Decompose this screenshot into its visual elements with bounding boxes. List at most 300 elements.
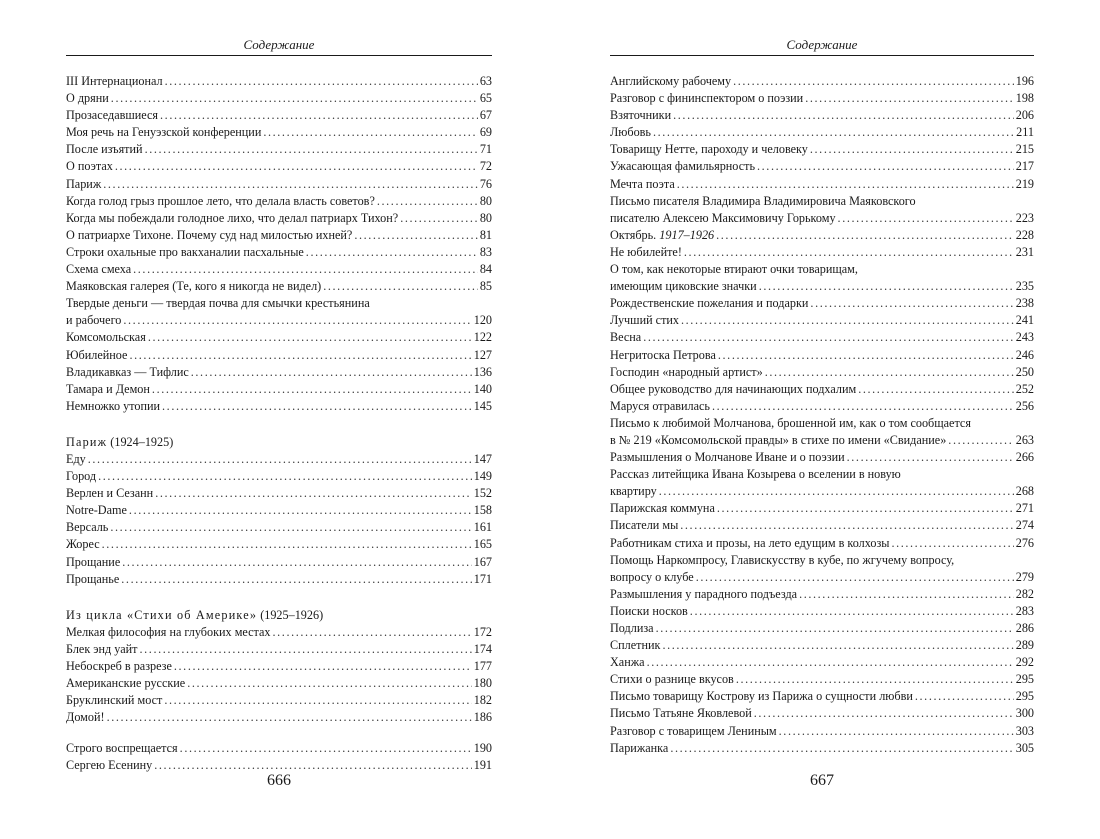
dot-leader <box>98 468 472 485</box>
toc-entry[interactable] <box>66 347 492 364</box>
entry-title: Поиски носков <box>610 603 688 618</box>
entry-page-number: 158 <box>473 503 492 518</box>
entry-title: Париж <box>66 176 102 191</box>
entry-page-number: 84 <box>479 262 492 277</box>
dot-leader <box>718 347 1014 364</box>
toc-entry[interactable] <box>66 485 492 502</box>
running-head: Содержание <box>243 37 315 52</box>
toc-entry[interactable] <box>610 141 1034 158</box>
toc-entry[interactable] <box>610 517 1034 534</box>
dot-leader <box>129 502 472 519</box>
entry-title: Строго воспрещается <box>66 741 178 756</box>
dot-leader <box>799 586 1014 603</box>
dot-leader <box>121 571 471 588</box>
entry-title: Мечта поэта <box>610 176 675 191</box>
toc-entry[interactable] <box>66 502 492 519</box>
dot-leader <box>148 329 472 346</box>
entry-title: После изъятий <box>66 142 143 157</box>
dot-leader <box>716 227 1014 244</box>
dot-leader <box>155 485 472 502</box>
section-heading <box>66 607 492 624</box>
entry-page-number: 268 <box>1015 484 1034 499</box>
entry-page-number: 289 <box>1015 638 1034 653</box>
dot-leader <box>123 312 471 329</box>
dot-leader <box>684 244 1014 261</box>
dot-leader <box>647 654 1014 671</box>
entry-page-number: 271 <box>1015 501 1034 516</box>
section-gap <box>66 415 492 434</box>
entry-title: О дряни <box>66 91 109 106</box>
entry-title-continued: вопросу о клубе <box>610 569 694 584</box>
entry-title: Взяточники <box>610 108 672 123</box>
toc-entry[interactable] <box>66 210 492 227</box>
dot-leader <box>696 569 1014 586</box>
toc-entry[interactable] <box>610 244 1034 261</box>
entry-title: Прощание <box>66 554 121 569</box>
page-number: 667 <box>810 772 834 789</box>
entry-title: Сергею Есенину <box>66 758 153 773</box>
section-heading-title: Париж <box>66 434 108 449</box>
section-gap <box>66 588 492 607</box>
entry-title: Маяковская галерея (Те, кого я никогда не видел) <box>66 279 322 294</box>
toc-entry[interactable] <box>610 449 1034 466</box>
toc-entry[interactable] <box>610 723 1034 740</box>
dot-leader <box>187 675 472 692</box>
dot-leader <box>810 141 1014 158</box>
toc-entry[interactable] <box>66 692 492 709</box>
entry-title-continued: писателю Алексею Максимовичу Горькому <box>610 210 836 225</box>
dot-leader <box>377 193 478 210</box>
entry-page-number: 120 <box>473 313 492 328</box>
entry-page-number: 231 <box>1015 244 1034 259</box>
entry-title: Весна <box>610 330 642 345</box>
dot-leader <box>653 124 1014 141</box>
toc-entry[interactable] <box>66 227 492 244</box>
entry-page-number: 215 <box>1015 142 1034 157</box>
dot-leader <box>765 364 1014 381</box>
toc-entry[interactable] <box>66 451 492 468</box>
toc-entry[interactable] <box>66 158 492 175</box>
entry-page-number: 219 <box>1015 176 1034 191</box>
toc-entry[interactable] <box>610 705 1034 722</box>
toc-entry[interactable] <box>610 500 1034 517</box>
entry-title: Парижанка <box>610 740 669 755</box>
toc-entry[interactable] <box>66 278 492 295</box>
dot-leader <box>858 381 1014 398</box>
running-head: Содержание <box>786 37 858 52</box>
entry-page-number: 72 <box>479 159 492 174</box>
dot-leader <box>323 278 478 295</box>
entry-page-number: 80 <box>479 210 492 225</box>
toc-entry[interactable] <box>610 466 1034 500</box>
entry-page-number: 71 <box>479 142 492 157</box>
dot-leader <box>122 554 471 571</box>
entry-title: Помощь Наркомпросу, Главискусству в кубе, по жгучему вопросу, <box>610 552 955 567</box>
entry-page-number: 161 <box>473 520 492 535</box>
entry-title: О поэтах <box>66 159 113 174</box>
entry-page-number: 180 <box>473 676 492 691</box>
entry-title: Юбилейное <box>66 347 128 362</box>
dot-leader <box>757 158 1014 175</box>
dot-leader <box>306 244 478 261</box>
entry-title: Товарищу Нетте, пароходу и человеку <box>610 142 808 157</box>
entry-page-number: 266 <box>1015 450 1034 465</box>
entry-page-number: 223 <box>1015 210 1034 225</box>
toc-entry[interactable] <box>610 603 1034 620</box>
entry-title: Домой! <box>66 710 105 725</box>
toc-entry[interactable] <box>66 90 492 107</box>
entry-title: Стихи о разнице вкусов <box>610 672 734 687</box>
toc-entry[interactable] <box>66 519 492 536</box>
entry-page-number: 149 <box>473 469 492 484</box>
entry-title: Работникам стиха и прозы, на лето едущим в колхозы <box>610 535 890 550</box>
entry-page-number: 69 <box>479 125 492 140</box>
dot-leader <box>133 261 478 278</box>
entry-page-number: 145 <box>473 398 492 413</box>
dot-leader <box>759 278 1014 295</box>
entry-page-number: 292 <box>1015 655 1034 670</box>
entry-title: Рождественские пожелания и подарки <box>610 296 809 311</box>
toc-entry[interactable] <box>610 124 1034 141</box>
toc-entry[interactable] <box>610 415 1034 449</box>
dot-leader <box>162 398 472 415</box>
entry-title: Ханжа <box>610 655 645 670</box>
entry-page-number: 246 <box>1015 347 1034 362</box>
dot-leader <box>838 210 1014 227</box>
entry-page-number: 198 <box>1015 91 1034 106</box>
toc-entry[interactable] <box>66 364 492 381</box>
entry-title: О том, как некоторые втирают очки товарищам, <box>610 262 858 277</box>
toc-entry[interactable] <box>66 193 492 210</box>
entry-page-number: 303 <box>1015 723 1034 738</box>
toc-entry[interactable] <box>66 261 492 278</box>
entry-page-number: 243 <box>1015 330 1034 345</box>
entry-page-number: 276 <box>1015 535 1034 550</box>
dot-leader <box>174 658 472 675</box>
entry-page-number: 182 <box>473 693 492 708</box>
entry-page-number: 152 <box>473 486 492 501</box>
dot-leader <box>754 705 1014 722</box>
dot-leader <box>643 329 1014 346</box>
entry-title: Письмо к любимой Молчанова, брошенной им, как о том сообщается <box>610 415 971 430</box>
entry-page-number: 165 <box>473 537 492 552</box>
entry-page-number: 172 <box>473 624 492 639</box>
entry-page-number: 250 <box>1015 364 1034 379</box>
entry-page-number: 295 <box>1015 672 1034 687</box>
dot-leader <box>733 73 1014 90</box>
dot-leader <box>129 347 471 364</box>
entry-page-number: 196 <box>1015 74 1034 88</box>
toc-entry[interactable] <box>610 620 1034 637</box>
entry-title: Бруклинский мост <box>66 693 163 708</box>
entry-page-number: 83 <box>479 244 492 259</box>
toc-entry[interactable] <box>66 124 492 141</box>
entry-page-number: 80 <box>479 193 492 208</box>
entry-title: Общее руководство для начинающих подхалим <box>610 381 857 396</box>
entry-title: Еду <box>66 451 86 466</box>
toc-entry[interactable] <box>66 658 492 675</box>
entry-title: Немножко утопии <box>66 398 161 413</box>
toc-entry[interactable] <box>610 688 1034 705</box>
toc-entry[interactable] <box>66 381 492 398</box>
toc-entry[interactable] <box>610 176 1034 193</box>
entry-title: Разговор с товарищем Лениным <box>610 723 777 738</box>
entry-page-number: 140 <box>473 381 492 396</box>
toc-entry[interactable] <box>610 637 1034 654</box>
entry-title: Верлен и Сезанн <box>66 486 154 501</box>
entry-page-number: 252 <box>1015 381 1034 396</box>
entry-page-number: 67 <box>479 108 492 123</box>
toc-list <box>610 73 1034 757</box>
dot-leader <box>810 295 1013 312</box>
dot-leader <box>677 176 1014 193</box>
entry-page-number: 81 <box>479 227 492 242</box>
dot-leader <box>110 519 471 536</box>
dot-leader <box>400 210 478 227</box>
entry-title: Блек энд уайт <box>66 641 138 656</box>
entry-title: Строки охальные про вакханалии пасхальные <box>66 244 304 259</box>
toc-entry[interactable] <box>610 261 1034 295</box>
toc-entry[interactable] <box>66 709 492 726</box>
entry-title: Письмо писателя Владимира Владимировича Маяковского <box>610 193 916 208</box>
entry-page-number: 282 <box>1015 586 1034 601</box>
entry-page-number: 190 <box>473 741 492 756</box>
toc-entry[interactable] <box>610 158 1034 175</box>
toc-entry[interactable] <box>66 641 492 658</box>
toc-entry[interactable] <box>66 554 492 571</box>
toc-entry[interactable] <box>610 347 1034 364</box>
toc-entry[interactable] <box>66 675 492 692</box>
toc-entry[interactable] <box>610 193 1034 227</box>
dot-leader <box>111 90 478 107</box>
toc-entry[interactable] <box>610 586 1034 603</box>
header-rule <box>66 55 492 56</box>
dot-leader <box>948 432 1013 449</box>
entry-title: Подлиза <box>610 621 654 635</box>
entry-page-number: 191 <box>473 758 492 773</box>
toc-entry[interactable] <box>610 312 1034 329</box>
dot-leader <box>140 641 472 658</box>
dot-leader <box>145 141 478 158</box>
section-heading-years: (1924–1925) <box>107 434 174 449</box>
entry-page-number: 174 <box>473 641 492 656</box>
toc-entry[interactable] <box>610 73 1034 90</box>
dot-leader <box>107 709 472 726</box>
dot-leader <box>891 535 1013 552</box>
dot-leader <box>152 381 472 398</box>
toc-entry[interactable] <box>66 468 492 485</box>
dot-leader <box>670 740 1013 757</box>
entry-title: Мелкая философия на глубоких местах <box>66 624 271 639</box>
entry-title: Писатели мы <box>610 518 679 533</box>
toc-entry[interactable] <box>610 381 1034 398</box>
dot-leader <box>915 688 1014 705</box>
entry-title: Американские русские <box>66 676 186 691</box>
toc-entry[interactable] <box>66 295 492 329</box>
dot-leader <box>180 740 472 757</box>
dot-leader <box>165 73 478 90</box>
entry-title: Моя речь на Генуэзской конференции <box>66 125 262 140</box>
entry-title: Размышления о Молчанове Иване и о поэзии <box>610 450 845 465</box>
dot-leader <box>115 158 478 175</box>
entry-title-continued: в № 219 «Комсомольской правды» в стихе по имени «Свидание» <box>610 432 947 447</box>
entry-title: Версаль <box>66 520 109 535</box>
toc-entry[interactable] <box>66 73 492 90</box>
dot-leader <box>164 692 471 709</box>
toc-entry[interactable] <box>66 141 492 158</box>
entry-page-number: 76 <box>479 176 492 191</box>
entry-page-number: 171 <box>473 571 492 586</box>
entry-page-number: 167 <box>473 554 492 569</box>
entry-page-number: 235 <box>1015 279 1034 294</box>
dot-leader <box>847 449 1014 466</box>
entry-title-continued: имеющим циковские значки <box>610 279 757 294</box>
entry-page-number: 65 <box>479 91 492 106</box>
toc-entry[interactable] <box>66 536 492 553</box>
entry-page-number: 85 <box>479 279 492 294</box>
toc-list <box>66 73 492 775</box>
toc-entry[interactable] <box>610 552 1034 586</box>
entry-title: Тамара и Демон <box>66 381 150 396</box>
entry-title: Негритоска Петрова <box>610 347 716 362</box>
toc-entry[interactable] <box>610 227 1034 244</box>
entry-page-number: 147 <box>473 451 492 466</box>
toc-entry[interactable] <box>66 176 492 193</box>
entry-title: Небоскреб в разрезе <box>66 659 172 673</box>
entry-title: Notre-Dame <box>66 503 127 518</box>
toc-entry[interactable] <box>610 90 1034 107</box>
entry-page-number: 256 <box>1015 398 1034 413</box>
entry-page-number: 238 <box>1015 296 1034 311</box>
entry-title: Прозаседавшиеся <box>66 108 159 123</box>
entry-title: Октябрь. <box>610 227 657 242</box>
page-number: 666 <box>267 772 291 789</box>
toc-entry[interactable] <box>66 244 492 261</box>
toc-entry[interactable] <box>610 329 1034 346</box>
toc-entry[interactable] <box>610 295 1034 312</box>
dot-leader <box>662 637 1013 654</box>
entry-page-number: 136 <box>473 364 492 379</box>
dot-leader <box>88 451 472 468</box>
dot-leader <box>805 90 1014 107</box>
entry-page-number: 177 <box>473 659 492 673</box>
entry-page-number: 206 <box>1015 108 1034 123</box>
dot-leader <box>273 624 472 641</box>
toc-entry[interactable] <box>610 654 1034 671</box>
toc-entry[interactable] <box>66 398 492 415</box>
toc-entry[interactable] <box>610 740 1034 757</box>
entry-title: Не юбилейте! <box>610 244 682 259</box>
dot-leader <box>779 723 1014 740</box>
dot-leader <box>263 124 477 141</box>
entry-page-number: 274 <box>1015 518 1034 533</box>
entry-title: Жорес <box>66 537 100 552</box>
entry-title: Господин «народный артист» <box>610 364 763 379</box>
entry-page-number: 283 <box>1015 603 1034 618</box>
entry-title: Письмо товарищу Кострову из Парижа о сущности любви <box>610 689 913 704</box>
entry-page-number: 305 <box>1015 740 1034 755</box>
entry-title: III Интернационал <box>66 74 163 88</box>
dot-leader <box>656 620 1014 637</box>
entry-page-number: 286 <box>1015 621 1034 635</box>
toc-entry[interactable] <box>66 740 492 757</box>
toc-entry[interactable] <box>610 671 1034 688</box>
toc-entry[interactable] <box>66 624 492 641</box>
entry-title: Прощанье <box>66 571 120 586</box>
toc-entry[interactable] <box>610 535 1034 552</box>
toc-entry[interactable] <box>66 107 492 124</box>
entry-title-continued: квартиру <box>610 484 657 499</box>
dot-leader <box>354 227 477 244</box>
dot-leader <box>103 176 478 193</box>
entry-title: Когда мы побеждали голодное лихо, что делал патриарх Тихон? <box>66 210 399 225</box>
section-gap <box>66 726 492 740</box>
entry-title: Письмо Татьяне Яковлевой <box>610 706 752 721</box>
toc-entry[interactable] <box>610 107 1034 124</box>
entry-title: Лучший стих <box>610 313 680 328</box>
dot-leader <box>102 536 472 553</box>
dot-leader <box>681 312 1014 329</box>
dot-leader <box>191 364 472 381</box>
entry-title: Сплетник <box>610 638 661 653</box>
entry-page-number: 279 <box>1015 569 1034 584</box>
section-heading-title: Из цикла «Стихи об Америке» <box>66 607 258 622</box>
entry-page-number: 263 <box>1015 432 1034 447</box>
entry-page-number: 241 <box>1015 313 1034 328</box>
entry-title: Когда голод грыз прошлое лето, что делала власть советов? <box>66 193 375 208</box>
entry-page-number: 122 <box>473 330 492 345</box>
entry-title: Разговор с фининспектором о поэзии <box>610 91 804 106</box>
entry-page-number: 228 <box>1015 227 1034 242</box>
entry-title: Комсомольская <box>66 330 146 345</box>
dot-leader <box>717 500 1014 517</box>
toc-entry[interactable] <box>66 329 492 346</box>
entry-title: О патриархе Тихоне. Почему суд над милостью ихней? <box>66 227 353 242</box>
header-rule <box>610 55 1034 56</box>
entry-title: Ужасающая фамильярность <box>610 159 755 174</box>
entry-page-number: 217 <box>1015 159 1034 174</box>
entry-title-continued: и рабочего <box>66 313 122 328</box>
entry-page-number: 63 <box>479 74 492 88</box>
entry-title: Рассказ литейщика Ивана Козырева о вселении в новую <box>610 467 901 482</box>
dot-leader <box>690 603 1014 620</box>
toc-entry[interactable] <box>66 571 492 588</box>
entry-title: Твердые деньги — твердая почва для смычки крестьянина <box>66 296 370 311</box>
dot-leader <box>736 671 1014 688</box>
dot-leader <box>680 517 1013 534</box>
entry-page-number: 295 <box>1015 689 1034 704</box>
entry-title: Английскому рабочему <box>610 74 732 88</box>
toc-entry[interactable] <box>610 398 1034 415</box>
entry-title: Владикавказ — Тифлис <box>66 364 189 379</box>
entry-title: Парижская коммуна <box>610 501 715 516</box>
entry-title: Размышления у парадного подъезда <box>610 586 798 601</box>
entry-page-number: 211 <box>1016 125 1034 140</box>
dot-leader <box>673 107 1014 124</box>
toc-entry[interactable] <box>610 364 1034 381</box>
section-heading <box>66 434 492 451</box>
entry-page-number: 186 <box>473 710 492 725</box>
entry-page-number: 127 <box>473 347 492 362</box>
entry-title-italic: 1917–1926 <box>659 227 715 242</box>
dot-leader <box>160 107 478 124</box>
dot-leader <box>659 483 1014 500</box>
entry-page-number: 300 <box>1015 706 1034 721</box>
entry-title: Город <box>66 469 97 484</box>
dot-leader <box>712 398 1014 415</box>
entry-title: Маруся отравилась <box>610 398 710 413</box>
entry-title: Любовь <box>610 125 651 140</box>
